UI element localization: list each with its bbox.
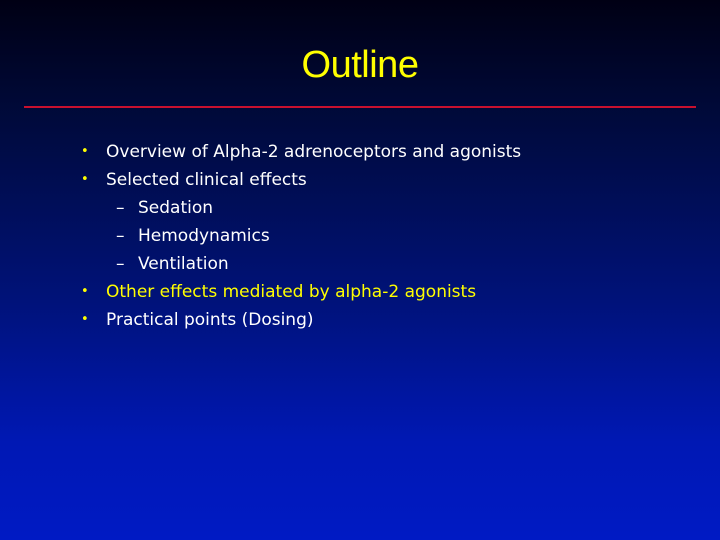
outline-list: [78, 138, 521, 334]
outline-item-label: Other effects mediated by alpha-2 agonists: [106, 282, 477, 302]
outline-item-label: Selected clinical effects: [106, 170, 307, 190]
dash-icon: –: [116, 198, 125, 218]
dash-icon: –: [116, 254, 125, 274]
outline-item-clinical-effects: [78, 166, 521, 194]
outline-item-other-effects: [78, 278, 521, 306]
outline-subitem-label: Ventilation: [138, 254, 229, 274]
bullet-icon: •: [81, 144, 89, 159]
bullet-icon: •: [81, 172, 89, 187]
bullet-icon: •: [81, 312, 89, 327]
dash-icon: –: [116, 226, 125, 246]
bullet-icon: •: [81, 284, 89, 299]
outline-subitem-ventilation: [78, 250, 521, 278]
outline-subitem-label: Hemodynamics: [138, 226, 270, 246]
outline-subitem-hemodynamics: [78, 222, 521, 250]
outline-item-overview: [78, 138, 521, 166]
outline-item-practical-points: [78, 306, 521, 334]
outline-item-label: Overview of Alpha-2 adrenoceptors and agonists: [106, 142, 522, 162]
outline-subitem-label: Sedation: [138, 198, 214, 218]
slide-title: Outline: [301, 44, 419, 86]
title-divider: [24, 106, 696, 108]
outline-subitem-sedation: [78, 194, 521, 222]
outline-item-label: Practical points (Dosing): [106, 310, 314, 330]
